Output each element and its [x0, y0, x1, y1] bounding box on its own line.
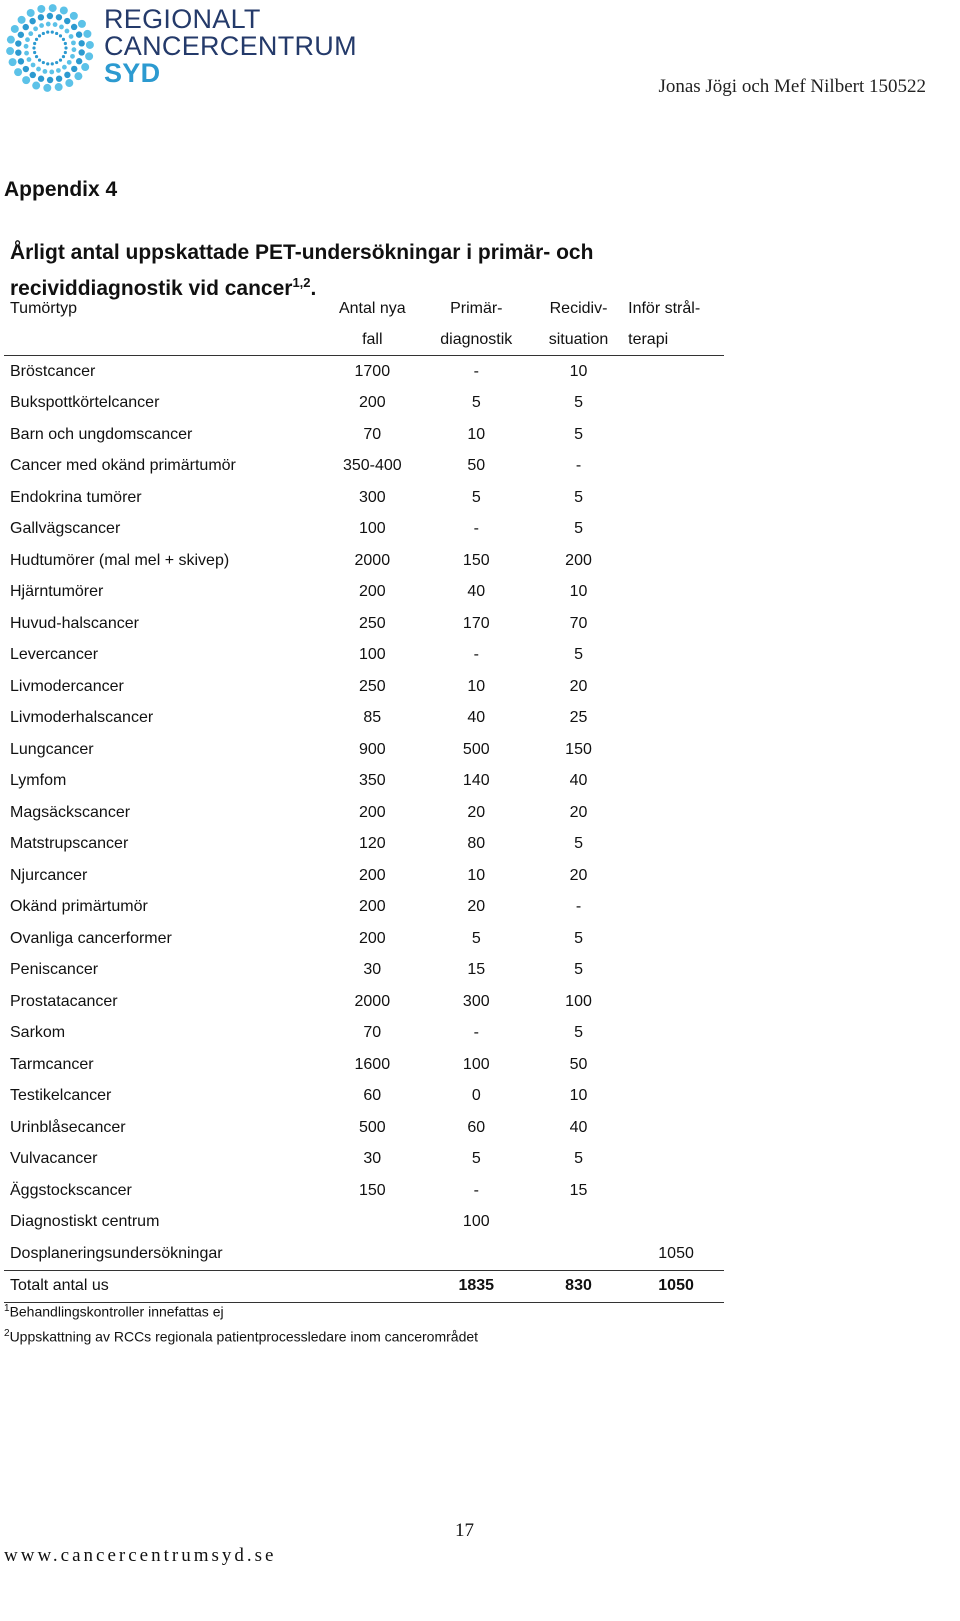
value-cell — [321, 1238, 424, 1270]
sunburst-dot — [43, 84, 51, 92]
value-cell: - — [473, 646, 479, 664]
sunburst-dot — [55, 61, 58, 64]
value-cell: 10 — [467, 866, 486, 884]
sunburst-dot — [32, 46, 35, 49]
sunburst-dot — [81, 63, 89, 71]
value-cell: 5 — [471, 394, 481, 412]
tumor-type-cell: Lymfom — [10, 772, 67, 790]
value-cell: 5 — [574, 488, 583, 506]
value-cell: 100 — [358, 520, 386, 538]
value-cell: 200 — [565, 551, 592, 569]
tumor-type-cell: Njurcancer — [10, 866, 88, 884]
value-cell: 100 — [358, 646, 386, 664]
value-cell — [628, 388, 724, 420]
sunburst-dot — [35, 38, 38, 41]
table-row — [4, 1049, 724, 1081]
value-cell: 170 — [462, 614, 490, 632]
value-cell — [628, 451, 724, 483]
value-cell: 40 — [467, 709, 486, 727]
header-cell: Recidiv- — [549, 299, 608, 317]
sunburst-dot — [85, 52, 93, 60]
value-cell: 85 — [363, 709, 382, 727]
table-row — [4, 451, 724, 483]
value-cell — [628, 1018, 724, 1050]
value-cell — [628, 577, 724, 609]
tumor-type-cell: Cancer med okänd primärtumör — [10, 457, 236, 475]
value-cell: 2000 — [354, 992, 391, 1010]
sunburst-dot — [64, 51, 67, 54]
value-cell: 20 — [569, 677, 588, 695]
value-cell — [628, 1049, 724, 1081]
table-row — [4, 388, 724, 420]
sunburst-dot — [86, 41, 94, 49]
table-header-row-1 — [4, 293, 724, 324]
sunburst-dot — [62, 65, 67, 70]
table-row — [4, 640, 724, 672]
sunburst-dot — [25, 37, 30, 42]
value-cell: 5 — [574, 520, 583, 538]
value-cell: 100 — [462, 1055, 490, 1073]
sunburst-dot — [42, 32, 45, 35]
value-cell: 10 — [569, 1087, 588, 1105]
sunburst-dot — [24, 51, 29, 56]
value-cell: - — [473, 520, 479, 538]
value-cell: 10 — [467, 677, 486, 695]
sunburst-dot — [39, 23, 44, 28]
sunburst-dot — [9, 58, 17, 66]
sunburst-dot — [22, 76, 30, 84]
sunburst-dot — [31, 63, 36, 68]
sunburst-dot — [46, 22, 51, 27]
sunburst-dot — [69, 34, 74, 39]
header-cell: Inför strål- — [628, 299, 701, 317]
tumor-type-cell: Ovanliga cancerformer — [10, 929, 172, 947]
value-cell — [424, 1238, 529, 1270]
sunburst-dot — [64, 18, 70, 24]
value-cell: - — [575, 457, 582, 475]
table-row — [4, 703, 724, 735]
sunburst-dot — [29, 18, 35, 24]
sunburst-dot — [46, 62, 49, 65]
total-label: Totalt antal us — [4, 1270, 321, 1303]
tumor-type-cell: Barn och ungdomscancer — [10, 425, 193, 443]
sunburst-dot — [56, 75, 62, 81]
tumor-type-cell: Okänd primärtumör — [10, 898, 148, 916]
value-cell: 5 — [471, 1150, 481, 1168]
value-cell: 50 — [467, 457, 486, 475]
table-row — [4, 577, 724, 609]
value-cell: 20 — [467, 803, 486, 821]
value-cell: 250 — [358, 614, 386, 632]
title-footnote-marks: 1,2 — [292, 275, 311, 290]
sunburst-dot — [71, 66, 77, 72]
table-row — [4, 1081, 724, 1113]
value-cell: 40 — [467, 583, 486, 601]
value-cell — [628, 986, 724, 1018]
tumor-type-cell: Vulvacancer — [10, 1150, 98, 1168]
table-row — [4, 797, 724, 829]
value-cell: 100 — [565, 992, 592, 1010]
sunburst-dot — [36, 67, 41, 72]
table-row — [4, 892, 724, 924]
value-cell: 5 — [471, 929, 481, 947]
sunburst-dot — [64, 72, 70, 78]
table-row — [4, 1018, 724, 1050]
value-cell: 1050 — [658, 1244, 694, 1262]
value-cell — [628, 356, 724, 388]
value-cell: 5 — [574, 394, 583, 412]
tumor-type-cell: Testikelcancer — [10, 1087, 112, 1105]
sunburst-dot — [76, 58, 82, 64]
value-cell: 50 — [569, 1055, 588, 1073]
sunburst-dot — [59, 25, 64, 30]
table-row — [4, 860, 724, 892]
sunburst-dot — [55, 83, 63, 91]
sunburst-dot — [70, 12, 78, 20]
value-cell: 15 — [569, 1181, 588, 1199]
header-cell: terapi — [628, 324, 724, 356]
table-row — [4, 923, 724, 955]
table-row — [4, 356, 724, 388]
value-cell: - — [473, 1024, 479, 1042]
page-number: 17 — [455, 1520, 474, 1541]
value-cell — [321, 1207, 424, 1239]
sunburst-dot — [38, 76, 44, 82]
sunburst-dot — [23, 24, 29, 30]
sunburst-dot — [37, 5, 45, 13]
table-row — [4, 1144, 724, 1176]
sunburst-dot — [42, 61, 45, 64]
title-period: . — [310, 277, 317, 300]
value-cell — [628, 1112, 724, 1144]
value-cell — [628, 482, 724, 514]
value-cell: 1700 — [354, 362, 391, 380]
value-cell: 5 — [574, 1150, 583, 1168]
value-cell: 70 — [363, 1024, 382, 1042]
table-row — [4, 545, 724, 577]
sunburst-dot — [74, 72, 82, 80]
value-cell: 500 — [462, 740, 490, 758]
value-cell: 150 — [358, 1181, 386, 1199]
value-cell: 10 — [569, 583, 588, 601]
table-row — [4, 671, 724, 703]
tumor-type-cell: Urinblåsecancer — [10, 1118, 126, 1136]
sunburst-dot — [65, 79, 73, 87]
sunburst-dot — [32, 82, 40, 90]
header-authors: Jonas Jögi och Mef Nilbert 150522 — [658, 76, 926, 97]
sunburst-dot — [78, 49, 84, 55]
value-cell — [628, 766, 724, 798]
table-row — [4, 986, 724, 1018]
sunburst-dot — [64, 46, 67, 49]
sunburst-dot — [78, 20, 86, 28]
header-cell: Antal nya — [338, 299, 406, 317]
value-cell — [628, 923, 724, 955]
header-cell — [4, 324, 321, 356]
value-cell: 5 — [471, 488, 481, 506]
tumor-type-cell: Diagnostiskt centrum — [10, 1213, 160, 1231]
sunburst-dot — [47, 13, 53, 19]
header-cell: situation — [529, 324, 628, 356]
value-cell — [628, 514, 724, 546]
tumor-type-cell: Huvud-halscancer — [10, 614, 139, 632]
table-body — [4, 356, 724, 1271]
tumor-type-cell: Matstrupscancer — [10, 835, 129, 853]
website-url: www.cancercentrumsyd.se — [4, 1545, 277, 1566]
value-cell: 2000 — [354, 551, 391, 569]
value-cell: 20 — [569, 866, 588, 884]
sunburst-dot — [46, 31, 49, 34]
rcc-logo — [4, 2, 357, 94]
value-cell: 60 — [467, 1118, 486, 1136]
title-line-2: recividdiagnostik vid cancer — [10, 277, 293, 300]
sunburst-dot — [65, 29, 70, 34]
tumor-type-cell: Livmodercancer — [10, 677, 124, 695]
value-cell — [529, 1238, 628, 1270]
sunburst-dot — [62, 55, 65, 58]
sunburst-dot — [71, 24, 77, 30]
value-cell — [628, 703, 724, 735]
value-cell: 200 — [358, 898, 386, 916]
sunburst-dot — [72, 47, 77, 52]
value-cell: - — [473, 362, 479, 380]
value-cell: 40 — [569, 1118, 588, 1136]
value-cell: 300 — [358, 488, 386, 506]
sunburst-dot — [27, 9, 35, 17]
value-cell: 100 — [462, 1213, 490, 1231]
sunburst-dot — [15, 40, 21, 46]
value-cell — [628, 640, 724, 672]
value-cell — [628, 955, 724, 987]
value-cell: 30 — [363, 1150, 382, 1168]
value-cell: 70 — [569, 614, 588, 632]
value-cell: 10 — [467, 425, 486, 443]
table-row — [4, 766, 724, 798]
sunburst-dot — [76, 31, 82, 37]
table-row — [4, 1175, 724, 1207]
value-cell: 500 — [358, 1118, 386, 1136]
sunburst-dot — [30, 72, 36, 78]
logo-line-1: REGIONALT — [104, 4, 261, 34]
sunburst-dot — [35, 55, 38, 58]
sunburst-dot — [62, 38, 65, 41]
sunburst-dot — [43, 69, 48, 74]
sunburst-dot — [38, 14, 44, 20]
table-header-row-2 — [4, 324, 724, 356]
title-line-1: Årligt antal uppskattade PET-undersökningar i primär- och — [10, 241, 594, 264]
table-row — [4, 482, 724, 514]
sunburst-dot — [7, 36, 15, 44]
tumor-type-cell: Hjärntumörer — [10, 583, 104, 601]
value-cell: 120 — [358, 835, 386, 853]
total-cell: 1050 — [628, 1270, 724, 1303]
value-cell: 200 — [358, 583, 386, 601]
sunburst-dot — [24, 44, 29, 49]
value-cell: 15 — [467, 961, 486, 979]
table-row — [4, 1112, 724, 1144]
value-cell: 140 — [462, 772, 490, 790]
logo-line-3: SYD — [104, 58, 161, 88]
value-cell: 5 — [574, 425, 583, 443]
value-cell: 200 — [358, 803, 386, 821]
value-cell — [628, 608, 724, 640]
table-row — [4, 1238, 724, 1270]
sunburst-dot — [51, 31, 54, 34]
value-cell: 350 — [358, 772, 386, 790]
header-cell: fall — [321, 324, 424, 356]
value-cell — [628, 545, 724, 577]
footnote-1: $^1$Behandlingskontroller innefattas ej — [4, 1303, 224, 1320]
value-cell: 80 — [467, 835, 486, 853]
tumor-type-cell: Äggstockscancer — [10, 1181, 132, 1199]
tumor-type-cell: Magsäckscancer — [10, 803, 131, 821]
sunburst-dot — [51, 62, 54, 65]
value-cell: 200 — [358, 929, 386, 947]
value-cell: - — [575, 898, 582, 916]
value-cell — [628, 1081, 724, 1113]
sunburst-dot — [33, 42, 36, 45]
sunburst-dot — [38, 58, 41, 61]
value-cell: 5 — [574, 961, 583, 979]
tumor-type-cell: Dosplaneringsundersökningar — [10, 1244, 223, 1262]
sunburst-dot — [49, 4, 57, 12]
table-row — [4, 514, 724, 546]
value-cell: 350-400 — [342, 457, 402, 475]
table-row — [4, 419, 724, 451]
sunburst-dot — [59, 34, 62, 37]
sunburst-dot — [33, 51, 36, 54]
sunburst-dot — [60, 6, 68, 14]
sunburst-dot — [71, 40, 76, 45]
header-cell: diagnostik — [424, 324, 529, 356]
header-cell: Primär- — [450, 299, 503, 317]
logo-wordmark — [104, 6, 357, 87]
footnote-2: $^2$Uppskattning av RCCs regionala patientprocessledare inom cancerområdet — [4, 1327, 479, 1345]
logo-line-2: CANCERCENTRUM — [104, 31, 357, 61]
sunburst-dot — [64, 42, 67, 45]
tumor-type-cell: Sarkom — [10, 1024, 66, 1042]
tumor-type-cell: Hudtumörer (mal mel + skivep) — [10, 551, 230, 569]
value-cell — [628, 797, 724, 829]
sunburst-dot — [78, 40, 84, 46]
sunburst-dot — [18, 58, 24, 64]
sunburst-dot — [23, 66, 29, 72]
value-cell — [628, 734, 724, 766]
value-cell — [628, 1144, 724, 1176]
value-cell: 200 — [358, 866, 386, 884]
sunburst-logo-icon — [4, 2, 96, 94]
sunburst-dot — [27, 57, 32, 62]
sunburst-dot — [28, 31, 33, 36]
sunburst-dot — [33, 26, 38, 31]
tumor-type-cell: Endokrina tumörer — [10, 488, 142, 506]
appendix-heading: Appendix 4 — [4, 178, 118, 201]
value-cell — [628, 1175, 724, 1207]
value-cell: 0 — [471, 1087, 481, 1105]
sunburst-dot — [6, 47, 14, 55]
sunburst-dot — [83, 30, 91, 38]
value-cell: 900 — [358, 740, 386, 758]
tumor-type-cell: Peniscancer — [10, 961, 99, 979]
sunburst-dot — [53, 22, 58, 27]
tumor-type-cell: Tarmcancer — [10, 1055, 94, 1073]
sunburst-dot — [15, 49, 21, 55]
value-cell: 20 — [569, 803, 588, 821]
sunburst-dot — [59, 58, 62, 61]
table-row — [4, 734, 724, 766]
sunburst-dot — [67, 60, 72, 65]
value-cell: 40 — [569, 772, 588, 790]
tumor-type-cell: Lungcancer — [10, 740, 94, 758]
value-cell: 200 — [358, 394, 386, 412]
header-cell: Tumörtyp — [10, 299, 77, 317]
sunburst-dot — [56, 68, 61, 73]
value-cell: 150 — [462, 551, 490, 569]
value-cell: 1600 — [354, 1055, 391, 1073]
value-cell: 20 — [467, 898, 486, 916]
value-cell: 300 — [462, 992, 490, 1010]
pet-estimates-table — [4, 293, 724, 1303]
tumor-type-cell: Levercancer — [10, 646, 99, 664]
total-cell: 830 — [529, 1270, 628, 1303]
tumor-type-cell: Bröstcancer — [10, 362, 96, 380]
value-cell — [529, 1207, 628, 1239]
value-cell — [628, 1207, 724, 1239]
tumor-type-cell: Prostatacancer — [10, 992, 118, 1010]
value-cell — [628, 829, 724, 861]
value-cell: 5 — [574, 646, 583, 664]
sunburst-dot — [14, 68, 22, 76]
sunburst-dot — [56, 14, 62, 20]
tumor-type-cell: Bukspottkörtelcancer — [10, 394, 160, 412]
value-cell: 150 — [565, 740, 592, 758]
value-cell: 30 — [363, 961, 382, 979]
sunburst-dot — [18, 32, 24, 38]
sunburst-dot — [18, 16, 26, 24]
value-cell: 25 — [569, 709, 588, 727]
sunburst-dot — [38, 34, 41, 37]
sunburst-dot — [55, 32, 58, 35]
value-cell — [628, 419, 724, 451]
value-cell: 70 — [363, 425, 382, 443]
tumor-type-cell: Gallvägscancer — [10, 520, 121, 538]
footnotes — [4, 1298, 478, 1347]
table-row — [4, 955, 724, 987]
total-cell: 1835 — [424, 1270, 529, 1303]
value-cell — [628, 892, 724, 924]
value-cell: - — [473, 1181, 479, 1199]
sunburst-dot — [47, 77, 53, 83]
table-row — [4, 1207, 724, 1239]
value-cell: 5 — [574, 1024, 583, 1042]
value-cell: 10 — [569, 362, 588, 380]
table-row — [4, 608, 724, 640]
sunburst-dot — [70, 54, 75, 59]
value-cell: 5 — [574, 835, 583, 853]
value-cell: 250 — [358, 677, 386, 695]
value-cell — [628, 860, 724, 892]
value-cell — [628, 671, 724, 703]
table-row — [4, 829, 724, 861]
value-cell: 5 — [574, 929, 583, 947]
value-cell: 60 — [363, 1087, 382, 1105]
sunburst-dot — [49, 70, 54, 75]
sunburst-dot — [11, 25, 19, 33]
tumor-type-cell: Livmoderhalscancer — [10, 709, 154, 727]
